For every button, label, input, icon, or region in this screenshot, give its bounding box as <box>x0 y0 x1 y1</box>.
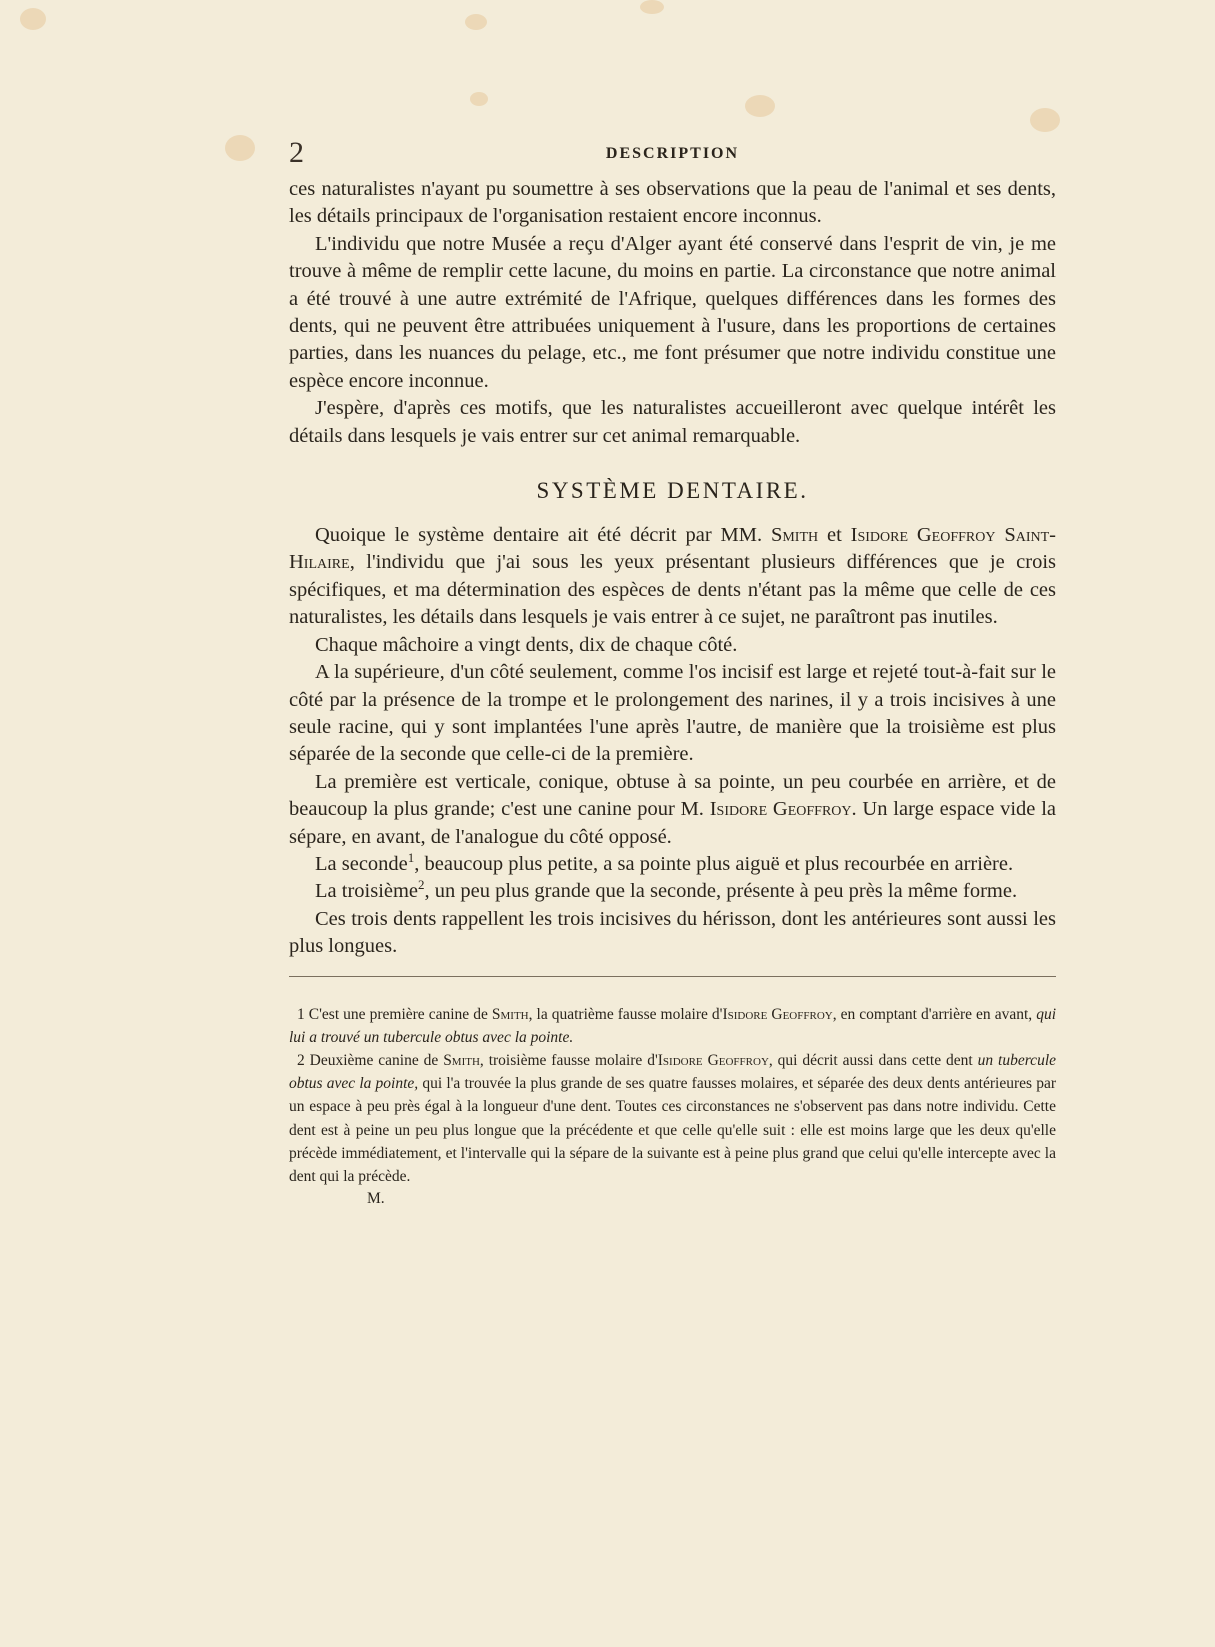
author-name: Smith <box>491 1005 529 1023</box>
section-paragraph <box>289 522 1056 632</box>
page-number: 2 <box>289 136 304 169</box>
text-run: La première est verticale, conique, obtuse à sa pointe, un peu courbée en arrière, et de beaucoup la plus grande; c'est une canine pour M. <box>289 770 1056 821</box>
text-run: La seconde <box>315 852 408 875</box>
italic-text: qui lui a trouvé un tubercule obtus avec la pointe. <box>289 1005 1056 1046</box>
footnote-ref[interactable]: 1 <box>407 850 415 866</box>
paper-stain <box>465 14 487 30</box>
footnote-number: 2 <box>297 1051 305 1069</box>
intro-paragraph: ces naturalistes n'ayant pu soumettre à ses observations que la peau de l'animal et ses dents, les détails principaux de l'organisation restaient encore inconnus. <box>289 178 1056 228</box>
author-name: Isidore Geoffroy <box>657 1051 769 1069</box>
text-run: , l'individu que j'ai sous les yeux présentant plusieurs différences que je crois spécifiques, et ma détermination des espèces de dents n'étant pas la même que celle de ces naturalistes, les détails dans lesquels je vais entrer à ce sujet, ne paraîtront pas inutiles. <box>289 551 1056 629</box>
footnote <box>289 1049 1056 1188</box>
footnote-ref[interactable]: 2 <box>418 877 425 893</box>
text-run: . Un large espace vide la sépare, en avant, de l'analogue du côté opposé. <box>289 798 1056 848</box>
text-run: C'est une première canine de <box>304 1005 492 1023</box>
section-paragraph <box>289 851 1056 878</box>
text-run: , troisième fausse molaire d' <box>479 1051 658 1069</box>
running-head: DESCRIPTION <box>605 145 740 162</box>
footnote <box>289 1003 1056 1049</box>
section-paragraph <box>289 769 1056 851</box>
paper-stain <box>1030 108 1060 132</box>
section-paragraph: Chaque mâchoire a vingt dents, dix de chaque côté. <box>315 633 738 656</box>
paper-stain <box>745 95 775 117</box>
document-page <box>289 136 1056 1208</box>
text-run: , beaucoup plus petite, a sa pointe plus aiguë et plus recourbée en arrière. <box>414 852 1014 875</box>
text-run: Deuxième canine de <box>304 1051 444 1069</box>
intro-paragraph: J'espère, d'après ces motifs, que les naturalistes accueilleront avec quelque intérêt les détails dans lesquels je vais entrer sur cet animal remarquable. <box>289 397 1056 447</box>
intro-paragraph: L'individu que notre Musée a reçu d'Alger ayant été conservé dans l'esprit de vin, je me trouve à même de remplir cette lacune, du moins en partie. La circonstance que notre animal a été trouvé à une autre extrémité de l'Afrique, quelques différences dans les formes des dents, qui ne peuvent être attribuées uniquement à l'usure, dans les proportions de certaines parties, dans les nuances du pelage, etc., me font présumer que notre individu constitue une espèce encore inconnue. <box>289 232 1056 392</box>
footnotes <box>289 1003 1056 1209</box>
footnote-number: 1 <box>297 1005 305 1023</box>
section-title: SYSTÈME DENTAIRE. <box>536 478 809 504</box>
text-run: et <box>818 524 851 547</box>
paper-stain <box>640 0 664 14</box>
text-run: Quoique le système dentaire ait été décrit par MM. <box>315 524 771 547</box>
text-run: La troisième <box>315 880 419 903</box>
section-paragraph: A la supérieure, d'un côté seulement, comme l'os incisif est large et rejeté tout-à-fait sur le côté par la présence de la trompe et le prolongement des narines, il y a trois incisives à une seule racine, qui y sont implantées l'une après l'autre, de manière que la troisième est plus séparée de la seconde que celle-ci de la première. <box>289 661 1056 766</box>
paper-stain <box>20 8 46 30</box>
page-header <box>289 136 1056 176</box>
footnote-divider <box>289 976 1056 977</box>
author-name: Smith <box>770 524 819 547</box>
section-paragraph <box>289 878 1056 905</box>
text-run: , qui décrit aussi dans cette dent <box>768 1051 978 1069</box>
italic-text: un tubercule obtus avec la pointe, <box>289 1051 1056 1093</box>
footnote-signature: M. <box>367 1190 385 1208</box>
text-run: , un peu plus grande que la seconde, présente à peu près la même forme. <box>424 880 1018 903</box>
paper-stain <box>470 92 488 106</box>
text-run: qui l'a trouvée la plus grande de ses quatre fausses molaires, et séparée des deux dents antérieures par un espace à peu près égal à la longueur d'une dent. Toutes ces circonstances ne s'observent pas dans notre individu. Cette dent est à peine un peu plus longue que la précédente et que celle qu'elle suit : elle est moins large que les deux qu'elle précède immédiatement, et l'intervalle qui la sépare de la suivante est à peine plus grand que celui qu'elle intercepte avec la dent qui la précède. <box>289 1075 1056 1185</box>
text-run: , la quatrième fausse molaire d' <box>528 1005 723 1023</box>
author-name: Isidore Geoffroy <box>709 798 852 821</box>
author-name: Smith <box>443 1051 480 1069</box>
section-paragraph: Ces trois dents rappellent les trois incisives du hérisson, dont les antérieures sont aussi les plus longues. <box>289 907 1056 958</box>
author-name: Isidore Geoffroy <box>722 1005 833 1023</box>
author-name: Isidore Geoffroy Saint-Hilaire <box>289 524 1056 574</box>
text-run: , en comptant d'arrière en avant, <box>832 1005 1037 1023</box>
paper-stain <box>225 135 255 161</box>
